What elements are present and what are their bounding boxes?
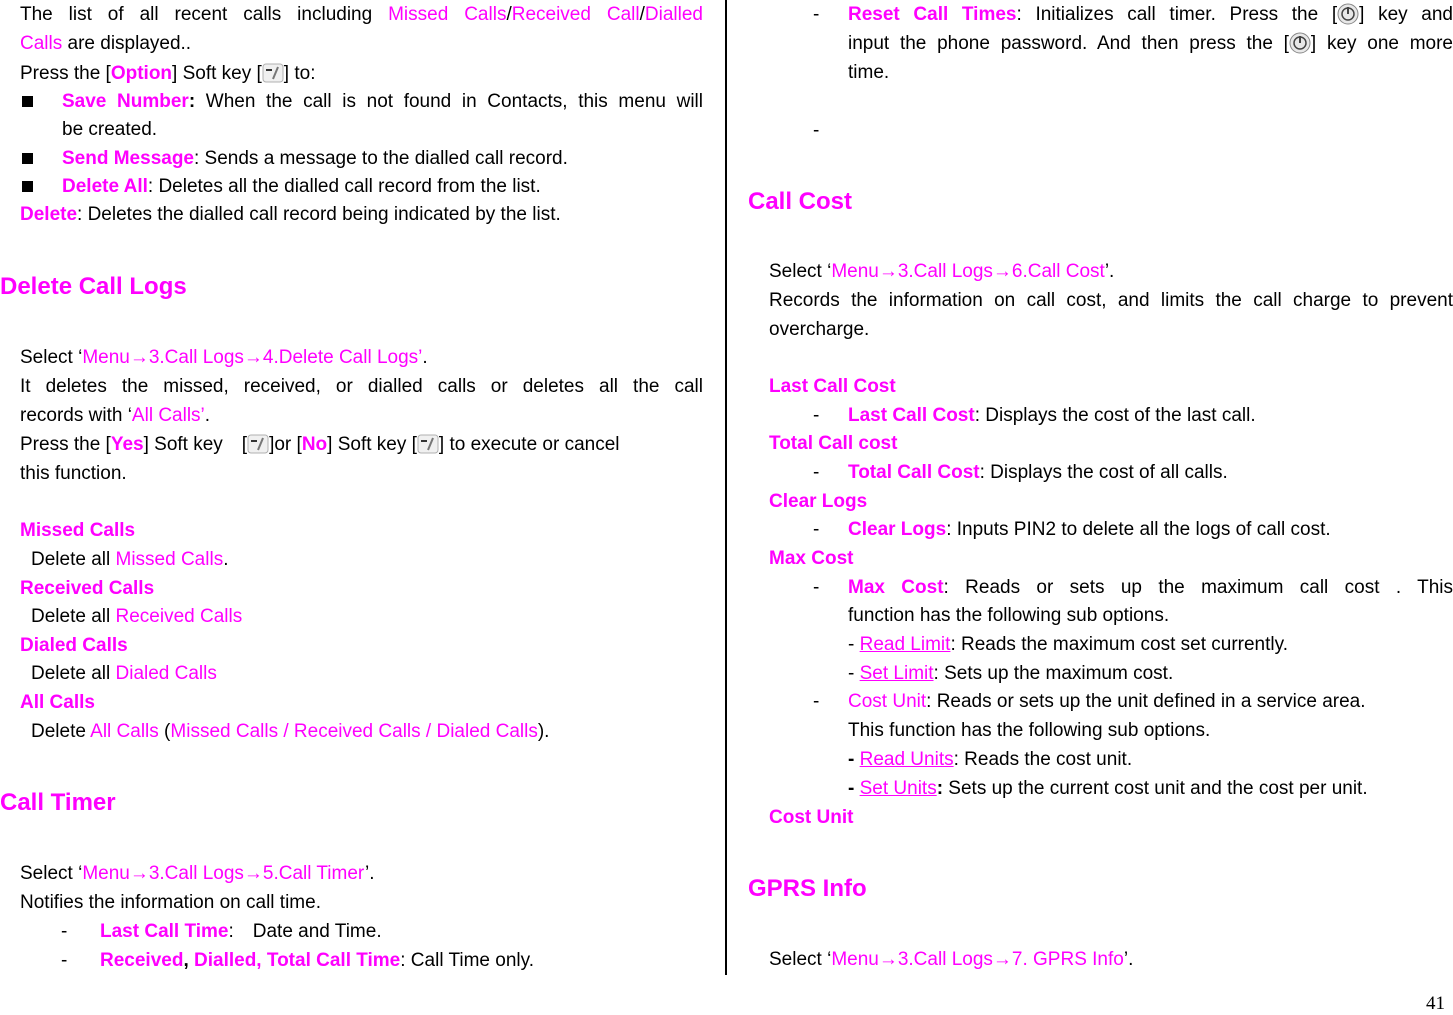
reset-call-times-line-1	[848, 3, 1453, 27]
text: Delete all	[31, 549, 116, 570]
menu-path: Menu→3.Call Logs→6.Call Cost	[831, 261, 1105, 282]
text: Sets up the current cost unit and the cost per unit.	[943, 778, 1368, 799]
dash: -	[813, 462, 820, 483]
dialed-calls-line	[31, 662, 217, 686]
all-calls-term: All Calls	[90, 721, 159, 742]
bullet-icon	[22, 153, 33, 164]
text: : Sets up the maximum cost.	[933, 663, 1174, 684]
cost-unit-line-2: This function has the following sub options.	[848, 720, 1211, 741]
text: Press the [	[20, 63, 111, 84]
text: Select ‘	[769, 949, 832, 970]
missed-calls-link: Missed Calls	[388, 4, 507, 25]
text: ’.	[1104, 261, 1115, 282]
set-units-line	[848, 777, 1368, 801]
text: : Reads the maximum cost set currently.	[950, 634, 1288, 655]
text: -	[848, 634, 860, 655]
text: ).	[537, 721, 550, 742]
read-limit-term: Read Limit	[859, 634, 951, 655]
text: .	[223, 549, 229, 570]
text: .	[204, 405, 211, 426]
comma: ,	[183, 950, 189, 971]
text: : Displays the cost of the last call.	[974, 405, 1256, 426]
dash: -	[813, 4, 820, 25]
save-number-line-2: be created.	[62, 119, 158, 140]
text: Select ‘	[769, 261, 832, 282]
dash: -	[813, 577, 820, 598]
page-number: 41	[1426, 993, 1445, 1014]
text: ’.	[364, 863, 375, 884]
text: Delete all	[31, 663, 116, 684]
text: records with ‘	[20, 405, 132, 426]
read-limit-line	[848, 633, 1288, 657]
call-cost-heading: Call Cost	[748, 188, 853, 215]
slash: /	[506, 4, 512, 25]
text: : Inputs PIN2 to delete all the logs of call cost.	[946, 519, 1331, 540]
dash: -	[813, 405, 820, 426]
call-cost-select	[769, 260, 1114, 284]
text: ] Soft key [	[143, 434, 248, 455]
text: : Call Time only.	[400, 950, 534, 971]
missed-calls-line	[31, 548, 228, 572]
delete-all-label: Delete All	[62, 176, 148, 197]
set-limit-term: Set Limit	[859, 663, 934, 684]
bullet-icon	[22, 181, 33, 192]
call-cost-desc-2: overcharge.	[769, 319, 870, 340]
gprs-info-heading: GPRS Info	[748, 875, 867, 902]
call-timer-heading: Call Timer	[0, 789, 116, 816]
received-calls-term: Received Calls	[115, 606, 243, 627]
colon: :	[188, 91, 196, 112]
call-timer-select	[20, 862, 374, 886]
received-label: Received	[100, 950, 184, 971]
press-option-line	[20, 62, 315, 86]
colon: :	[936, 778, 944, 799]
text: : Date and Time.	[228, 921, 382, 942]
text: -	[848, 663, 860, 684]
last-call-cost-line	[848, 404, 1256, 428]
yes-label: Yes	[110, 434, 144, 455]
calls-word: Calls	[20, 33, 63, 54]
menu-path: Menu→3.Call Logs→7. GPRS Info	[831, 949, 1124, 970]
clear-logs-line	[848, 518, 1331, 542]
option-label: Option	[110, 63, 173, 84]
dash: -	[813, 519, 820, 540]
text: ] Soft key [	[327, 434, 417, 455]
call-types-term: Missed Calls / Received Calls / Dialed Calls	[170, 721, 538, 742]
total-call-cost-heading: Total Call cost	[769, 433, 898, 454]
dash: -	[61, 950, 68, 971]
received-dialled-line	[100, 949, 534, 973]
intro-line-1	[20, 3, 703, 27]
text: Press the [	[20, 434, 111, 455]
clear-logs-label: Clear Logs	[848, 519, 947, 540]
text: : Deletes all the dialled call record from the list.	[147, 176, 541, 197]
send-message-line	[62, 147, 568, 171]
text: Delete	[31, 721, 91, 742]
no-label: No	[301, 434, 328, 455]
missed-calls-heading: Missed Calls	[20, 520, 136, 541]
soft-key-icon	[417, 434, 439, 454]
missed-calls-term: Missed Calls	[115, 549, 224, 570]
reset-call-times-label: Reset Call Times	[848, 4, 1017, 25]
call-timer-desc: Notifies the information on call time.	[20, 892, 321, 913]
received-call-link: Received Call	[511, 4, 640, 25]
set-limit-line	[848, 662, 1173, 686]
total-call-cost-label: Total Call Cost	[848, 462, 980, 483]
save-number-line	[62, 90, 703, 114]
last-call-cost-heading: Last Call Cost	[769, 376, 896, 397]
menu-path: Menu→3.Call Logs→4.Delete Call Logs’	[82, 347, 423, 368]
dialed-calls-term: Dialed Calls	[115, 663, 217, 684]
soft-key-icon	[247, 434, 269, 454]
text: input the phone password. And then press the [	[848, 33, 1289, 54]
clear-logs-heading: Clear Logs	[769, 491, 868, 512]
text: : Reads the cost unit.	[953, 749, 1133, 770]
intro-text: The list of all recent calls including	[20, 4, 389, 25]
save-number-label: Save Number	[62, 91, 189, 112]
max-cost-line	[848, 576, 1453, 600]
text: ] to:	[283, 63, 316, 84]
dialled-link: Dialled	[644, 4, 703, 25]
text: -	[848, 749, 860, 770]
text: -	[848, 778, 860, 799]
text: ’.	[1123, 949, 1134, 970]
all-calls-line	[31, 720, 549, 744]
soft-key-icon	[262, 63, 284, 83]
cost-unit-line	[848, 690, 1366, 714]
delete-call-logs-heading: Delete Call Logs	[0, 273, 187, 300]
text: (	[158, 721, 171, 742]
delete-call-logs-select	[20, 346, 428, 370]
power-key-icon	[1289, 32, 1311, 54]
text: : Displays the cost of all calls.	[979, 462, 1228, 483]
slash: /	[639, 4, 645, 25]
column-divider	[725, 0, 727, 975]
set-units-term: Set Units	[859, 778, 937, 799]
delete-line	[20, 203, 561, 227]
dash: -	[813, 120, 820, 141]
text: Select ‘	[20, 347, 83, 368]
text: ] Soft key [	[172, 63, 262, 84]
delete-all-line	[62, 175, 541, 199]
text: : Reads or sets up the unit defined in a service area.	[926, 691, 1366, 712]
reset-call-times-line-3: time.	[848, 62, 890, 83]
dialed-calls-heading: Dialed Calls	[20, 635, 128, 656]
text: ]or [	[269, 434, 302, 455]
dash: -	[61, 921, 68, 942]
press-yes-no-line	[20, 433, 620, 457]
text: .	[422, 347, 428, 368]
call-cost-desc-1: Records the information on call cost, and limits the call charge to prevent	[769, 290, 1453, 311]
max-cost-line-2: function has the following sub options.	[848, 605, 1170, 626]
last-call-cost-label: Last Call Cost	[848, 405, 975, 426]
delete-label: Delete	[20, 204, 78, 225]
text: : Sends a message to the dialled call record.	[194, 148, 568, 169]
dash: -	[813, 691, 820, 712]
gprs-info-select	[769, 948, 1133, 972]
text: Select ‘	[20, 863, 83, 884]
bullet-icon	[22, 96, 33, 107]
text: When the call is not found in Contacts, this menu will	[195, 91, 703, 112]
press-line-2: this function.	[20, 463, 127, 484]
read-units-line	[848, 748, 1132, 772]
text: : Deletes the dialled call record being indicated by the list.	[77, 204, 561, 225]
dialled-total-label: Dialled, Total Call Time	[188, 950, 401, 971]
power-key-icon	[1337, 3, 1359, 25]
send-message-label: Send Message	[62, 148, 194, 169]
text: : Initializes call timer. Press the [	[1016, 4, 1338, 25]
max-cost-heading: Max Cost	[769, 548, 854, 569]
received-calls-heading: Received Calls	[20, 578, 155, 599]
total-call-cost-line	[848, 461, 1228, 485]
delete-desc-line-2	[20, 404, 210, 428]
text: : Reads or sets up the maximum call cost . This	[943, 577, 1453, 598]
text: Delete all	[31, 606, 116, 627]
received-calls-line	[31, 605, 242, 629]
last-call-time-line	[100, 920, 382, 944]
cost-unit-term: Cost Unit	[848, 691, 927, 712]
text: ] key one more	[1310, 33, 1453, 54]
text: ] key and	[1359, 4, 1453, 25]
max-cost-label: Max Cost	[848, 577, 944, 598]
text: ] to execute or cancel	[438, 434, 620, 455]
all-calls-heading: All Calls	[20, 692, 95, 713]
intro-line-2	[20, 32, 191, 56]
menu-path: Menu→3.Call Logs→5.Call Timer	[82, 863, 365, 884]
read-units-term: Read Units	[859, 749, 954, 770]
all-calls-link: All Calls’	[131, 405, 205, 426]
delete-desc-line-1: It deletes the missed, received, or dialled calls or deletes all the call	[20, 376, 703, 397]
reset-call-times-line-2	[848, 32, 1453, 56]
intro-text: are displayed..	[62, 33, 192, 54]
cost-unit-heading: Cost Unit	[769, 807, 854, 828]
last-call-time-label: Last Call Time	[100, 921, 229, 942]
